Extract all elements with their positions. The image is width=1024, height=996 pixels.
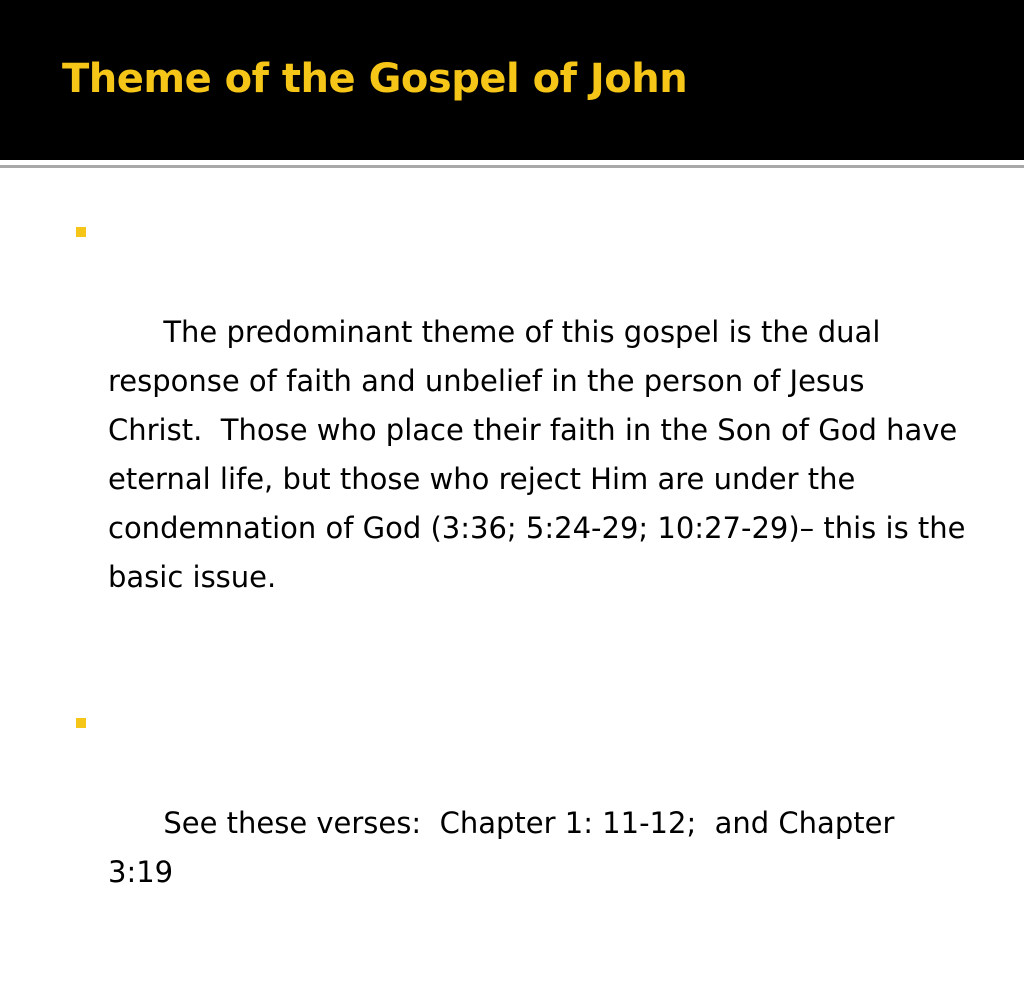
bullet-item: [76, 210, 975, 651]
bullet-text: See these verses: Chapter 1: 11-12; and Chapter 3:19: [108, 806, 904, 889]
title-divider: [0, 165, 1024, 168]
square-bullet-icon: [76, 718, 86, 728]
square-bullet-icon: [76, 227, 86, 237]
bullet-text: The predominant theme of this gospel is the dual response of faith and unbelief in the person of Jesus Christ. Those who place their faith in the Son of God have eternal life, but those who reject Him are under the condemnation of God (3:36; 5:24-29; 10:27-29)– this is the basic issue.: [108, 315, 975, 594]
bullet-list: [76, 210, 975, 996]
title-band: [0, 0, 1024, 160]
slide-title: Theme of the Gospel of John: [62, 56, 688, 102]
bullet-item: [76, 701, 966, 946]
